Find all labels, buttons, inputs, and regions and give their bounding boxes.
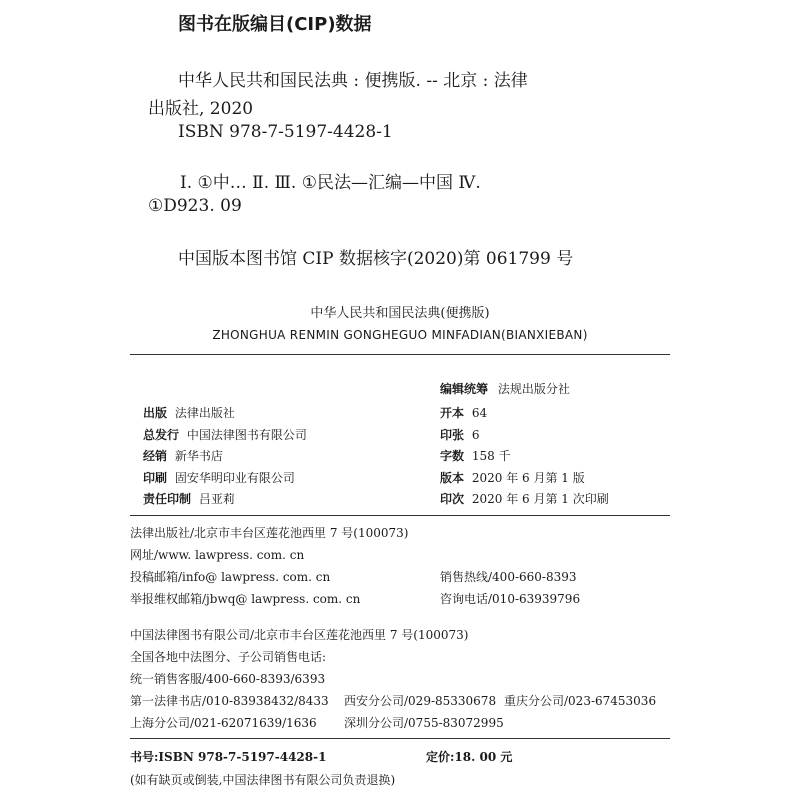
credit-label: 字数 (440, 449, 465, 463)
cip-record-line: 中华人民共和国民法典 : 便携版. -- 北京 : 法律 (178, 71, 528, 91)
credit-value: 吕亚莉 (198, 492, 235, 506)
branch-phone: 第一法律书店/010-83938432/8433 (130, 694, 329, 708)
credit-label: 印张 (440, 427, 465, 442)
divider (130, 738, 670, 739)
cip-classification-code: ①D923. 09 (148, 196, 242, 216)
publisher-website[interactable]: 网址/www. lawpress. com. cn (130, 548, 305, 562)
credit-row (440, 468, 609, 490)
cip-classification: Ⅰ. ①中… Ⅱ. Ⅲ. ①民法—汇编—中国 Ⅳ. (180, 173, 481, 193)
distributor-branches-note: 全国各地中法图分、子公司销售电话: (130, 650, 327, 664)
publisher-report-email[interactable]: 举报维权邮箱/jbwq@ lawpress. com. cn (130, 592, 361, 606)
credit-label: 经销 (143, 449, 168, 463)
book-title-cn: 中华人民共和国民法典(便携版) (310, 306, 490, 321)
book-title-pinyin: ZHONGHUA RENMIN GONGHEGUO MINFADIAN(BIANXIEBAN) (212, 328, 588, 342)
credit-value: 158 千 (471, 449, 511, 463)
credit-row (440, 403, 609, 425)
credit-label: 编辑统筹 (440, 382, 489, 396)
credit-row (143, 425, 307, 447)
credit-value: 6 (471, 427, 480, 442)
cip-isbn: ISBN 978-7-5197-4428-1 (178, 122, 393, 142)
credit-value: 2020 年 6 月第 1 次印刷 (471, 492, 609, 506)
return-note: (如有缺页或倒装,中国法律图书有限公司负责退换) (130, 773, 396, 787)
book-number: 书号:ISBN 978-7-5197-4428-1 (130, 750, 327, 764)
branch-phone: 西安分公司/029-85330678 (344, 694, 497, 708)
cip-data-number: 中国版本图书馆 CIP 数据核字(2020)第 061799 号 (178, 249, 574, 269)
credits-left (143, 403, 307, 511)
credits-right (440, 403, 609, 511)
credit-value: 64 (471, 406, 488, 420)
credit-row (440, 446, 609, 468)
credit-label: 印次 (440, 492, 465, 506)
cip-heading: 图书在版编目(CIP)数据 (178, 14, 372, 35)
credit-label: 出版 (143, 406, 168, 420)
credit-label: 责任印制 (143, 492, 192, 506)
branch-phone: 重庆分公司/023-67453036 (504, 694, 657, 708)
credit-label: 开本 (440, 406, 465, 420)
publisher-submit-email[interactable]: 投稿邮箱/info@ lawpress. com. cn (130, 570, 331, 584)
divider (130, 354, 670, 355)
credit-row (143, 489, 307, 511)
publisher-sales-hotline: 销售热线/400-660-8393 (440, 570, 577, 584)
credit-value: 新华书店 (174, 449, 223, 463)
book-price: 定价:18. 00 元 (426, 750, 513, 764)
distributor-address: 中国法律图书有限公司/北京市丰台区莲花池西里 7 号(100073) (130, 628, 469, 642)
branch-phone: 深圳分公司/0755-83072995 (344, 716, 504, 730)
publisher-address: 法律出版社/北京市丰台区莲花池西里 7 号(100073) (130, 526, 409, 540)
credit-label: 印刷 (143, 470, 168, 485)
branch-phone: 上海分公司/021-62071639/1636 (130, 716, 317, 730)
credit-row (143, 468, 307, 490)
publisher-consult-phone: 咨询电话/010-63939796 (440, 592, 581, 606)
credit-value: 2020 年 6 月第 1 版 (471, 470, 585, 485)
credit-row (143, 446, 307, 468)
credit-label: 总发行 (143, 427, 180, 442)
credit-row (440, 425, 609, 447)
credit-row (143, 403, 307, 425)
credit-value: 法律出版社 (174, 406, 235, 420)
credit-value: 中国法律图书有限公司 (186, 427, 307, 442)
credit-editor (440, 380, 570, 397)
credit-value: 法规出版分社 (497, 382, 570, 396)
credit-row (440, 489, 609, 511)
cip-record-line: 出版社, 2020 (148, 99, 254, 119)
credit-label: 版本 (440, 470, 465, 485)
credit-value: 固安华明印业有限公司 (174, 470, 295, 485)
distributor-service: 统一销售客服/400-660-8393/6393 (130, 672, 326, 686)
divider (130, 515, 670, 516)
